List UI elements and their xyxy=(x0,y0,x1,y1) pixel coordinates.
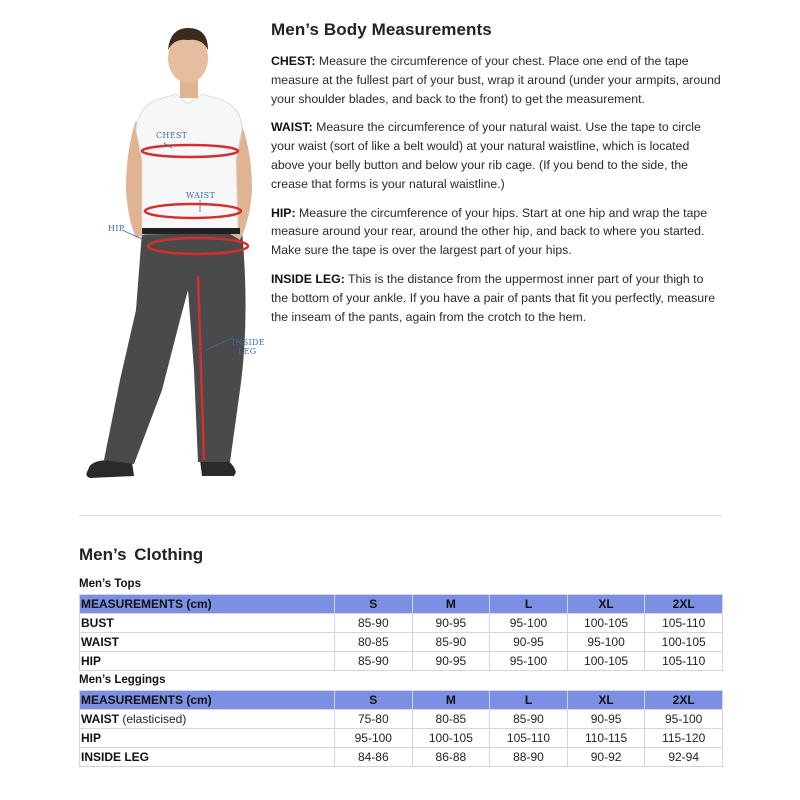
inside-leg-instructions: INSIDE LEG: This is the distance from the uppermost inner part of your thigh to the bottom of your ankle. If you have a pair of pants that fit you perfectly, measure the inseam of the pants, again from the crotch to the hem. xyxy=(271,271,716,324)
column-header: S xyxy=(335,595,413,614)
table-cell: 90-95 xyxy=(490,633,568,652)
table-cell: 100-105 xyxy=(567,614,645,633)
table-cell: 95-100 xyxy=(645,710,723,729)
table-cell: 88-90 xyxy=(490,748,568,767)
table-row xyxy=(80,710,723,729)
chest-instructions: CHEST: Measure the circumference of your chest. Place one end of the tape measure at the fullest part of your bust, wrap it around (under your armpits, around your shoulder blades, and back to the front) to get the measurement. xyxy=(271,54,721,106)
table-cell: 85-90 xyxy=(412,633,490,652)
table-row xyxy=(80,614,723,633)
inside-leg-label-2: LEG xyxy=(238,347,257,356)
table-cell: 100-105 xyxy=(412,729,490,748)
table-cell: 85-90 xyxy=(335,614,413,633)
table-cell: 115-120 xyxy=(645,729,723,748)
row-label: WAIST (elasticised) xyxy=(80,710,335,729)
table-cell: 85-90 xyxy=(335,652,413,671)
section-divider xyxy=(79,515,722,516)
body-measurements-section xyxy=(271,20,721,336)
column-header: M xyxy=(412,691,490,710)
column-header: XL xyxy=(567,691,645,710)
column-header: S xyxy=(335,691,413,710)
belt xyxy=(142,228,240,234)
chest-label: CHEST xyxy=(156,131,188,140)
clothing-section xyxy=(79,545,722,767)
column-header: L xyxy=(490,595,568,614)
row-label: BUST xyxy=(80,614,335,633)
body-measurements-title: Men’s Body Measurements xyxy=(271,20,492,39)
tops-subtitle: Men’s Tops xyxy=(79,578,141,590)
table-cell: 95-100 xyxy=(490,614,568,633)
row-label: WAIST xyxy=(80,633,335,652)
column-header: L xyxy=(490,691,568,710)
table-cell: 105-110 xyxy=(645,614,723,633)
table-cell: 100-105 xyxy=(567,652,645,671)
column-header: MEASUREMENTS (cm) xyxy=(80,595,335,614)
shirt xyxy=(136,94,242,234)
pants xyxy=(104,230,246,464)
table-cell: 92-94 xyxy=(645,748,723,767)
hip-instructions: HIP: Measure the circumference of your hips. Start at one hip and wrap the tape measure around your rear, around the other hip, and back to where you started. Make sure the tape is over the largest part of your hips. xyxy=(271,205,708,258)
column-header: XL xyxy=(567,595,645,614)
table-header-row xyxy=(80,691,723,710)
hip-label: HIP xyxy=(108,224,125,233)
row-label: HIP xyxy=(80,652,335,671)
column-header: MEASUREMENTS (cm) xyxy=(80,691,335,710)
table-cell: 84-86 xyxy=(335,748,413,767)
column-header: M xyxy=(412,595,490,614)
column-header: 2XL xyxy=(645,595,723,614)
table-row xyxy=(80,729,723,748)
tops-size-table xyxy=(79,594,723,671)
table-cell: 90-95 xyxy=(412,652,490,671)
table-cell: 110-115 xyxy=(567,729,645,748)
waist-label: WAIST xyxy=(186,191,216,200)
table-cell: 90-95 xyxy=(412,614,490,633)
table-cell: 80-85 xyxy=(335,633,413,652)
leggings-size-table xyxy=(79,690,723,767)
waist-instructions: WAIST: Measure the circumference of your natural waist. Use the tape to circle your waist (sort of like a belt would) at your natural waistline, which is located above your belly button and below your rib cage. (If you bend to the side, the crease that forms is your natural waistline.) xyxy=(271,120,701,191)
column-header: 2XL xyxy=(645,691,723,710)
table-cell: 86-88 xyxy=(412,748,490,767)
table-cell: 90-95 xyxy=(567,710,645,729)
leggings-subtitle: Men’s Leggings xyxy=(79,674,166,686)
table-cell: 80-85 xyxy=(412,710,490,729)
table-cell: 95-100 xyxy=(490,652,568,671)
row-label: HIP xyxy=(80,729,335,748)
table-cell: 95-100 xyxy=(335,729,413,748)
table-cell: 85-90 xyxy=(490,710,568,729)
table-header-row xyxy=(80,595,723,614)
table-cell: 100-105 xyxy=(645,633,723,652)
table-cell: 75-80 xyxy=(335,710,413,729)
table-row xyxy=(80,652,723,671)
table-cell: 95-100 xyxy=(567,633,645,652)
table-cell: 105-110 xyxy=(645,652,723,671)
model-figure xyxy=(80,20,270,490)
table-row xyxy=(80,748,723,767)
table-row xyxy=(80,633,723,652)
table-cell: 105-110 xyxy=(490,729,568,748)
row-label: INSIDE LEG xyxy=(80,748,335,767)
inside-leg-label-1: INSIDE xyxy=(232,338,265,347)
clothing-title: Men’s Clothing xyxy=(79,545,204,564)
table-cell: 90-92 xyxy=(567,748,645,767)
